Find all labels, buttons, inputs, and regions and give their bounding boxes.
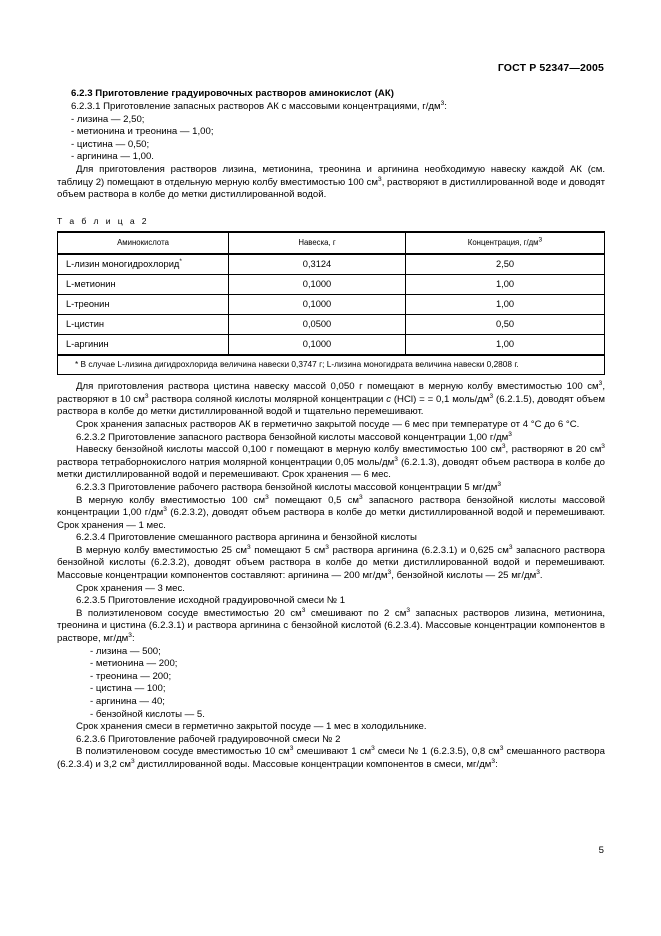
para-text: смешивают по 2 см <box>305 607 407 619</box>
paragraph-6-2-3-4-body <box>57 545 605 583</box>
paragraph-6-2-3-2-body <box>57 444 605 482</box>
list-item: - лизина — 500; <box>90 645 161 657</box>
sup-cube-header: 3 <box>538 236 543 244</box>
para-text: , растворяют в 10 см <box>57 381 605 405</box>
paragraph-6-2-3-6-body <box>57 746 605 771</box>
cell-concentration: 1,00 <box>406 274 605 294</box>
cell-weight: 0,3124 <box>229 254 406 275</box>
table-row <box>58 254 605 275</box>
table-footnote-text: * В случае L-лизина дигидрохлорида величина навески 0,3747 г; L-лизина моногидрата величина навески 0,2808 г. <box>75 358 519 369</box>
cell-concentration: 1,00 <box>406 334 605 355</box>
list-mixture-concentrations <box>57 646 605 722</box>
paragraph-storage-ak: Срок хранения запасных растворов АК в герметично закрытой посуде — 6 мес при температуре от 4 °С до 6 °С. <box>76 418 580 430</box>
para-text: В полиэтиленовом сосуде вместимостью 20 см <box>76 607 302 619</box>
clause-title-text: 6.2.3.2 Приготовление запасного раствора бензойной кислоты массовой концентрации 1,00 г/дм <box>76 431 509 443</box>
sup-cube: 3 <box>489 392 494 400</box>
cell-concentration: 1,00 <box>406 294 605 314</box>
para-text: : <box>495 758 498 770</box>
para-text: (HCl) = = 0,1 моль/дм <box>391 393 490 405</box>
table-row <box>58 294 605 314</box>
footnote-marker: * <box>179 258 182 266</box>
sup-cube: 3 <box>128 631 132 639</box>
cell-weight: 0,1000 <box>229 294 406 314</box>
table-header-row <box>58 232 605 254</box>
sup-cube: 3 <box>536 568 540 576</box>
list-item: - бензойной кислоты — 5. <box>90 708 205 720</box>
para-text: запасного раствора бензойной кислоты (6.2.3.2), доводят объем раствора в колбе до метки дистиллированной водой и перемешивают. Массовые концентрации компонентов составляют: аргинина — 200 мг/дм <box>57 544 605 582</box>
para-text: помещают 5 см <box>250 544 326 556</box>
para-text: , бензойной кислоты — 25 мг/дм <box>391 570 537 582</box>
page-number: 5 <box>598 845 604 856</box>
paragraph-preparation-solutions <box>57 164 605 202</box>
cell-concentration: 2,50 <box>406 254 605 275</box>
page-content <box>57 88 605 772</box>
para-text: раствора соляной кислоты молярной концентрации <box>148 393 387 405</box>
clause-6-2-3-1-text: 6.2.3.1 Приготовление запасных растворов АК с массовыми концентрациями, г/дм <box>71 101 441 112</box>
sup-cube: 3 <box>406 606 410 614</box>
paragraph-6-2-3-4-storage: Срок хранения — 3 мес. <box>76 582 185 594</box>
table-row <box>58 334 605 355</box>
sup-cube: 3 <box>387 568 392 576</box>
para-text: запасных растворов лизина, метионина, треонина и цистина (6.2.3.1) и раствора аргинина с бензойной кислотой (6.2.3.4). Массовые концентрации компонентов в растворе, мг/дм <box>57 607 605 645</box>
list-item: - метионина и треонина — 1,00; <box>71 126 214 138</box>
cell-weight: 0,1000 <box>229 274 406 294</box>
list-item: - треонина — 200; <box>90 670 172 682</box>
table-body <box>58 254 605 355</box>
list-item: - лизина — 2,50; <box>71 113 145 125</box>
para-text: В мерную колбу вместимостью 100 см <box>76 494 266 506</box>
table-row <box>58 274 605 294</box>
paragraph-6-2-3-5-body <box>57 608 605 646</box>
column-header-concentration-text: Концентрация, г/дм <box>467 238 539 248</box>
clause-6-2-3-6-title: 6.2.3.6 Приготовление рабочей градуировочной смеси № 2 <box>76 733 341 745</box>
clause-6-2-3-1-intro <box>71 101 605 114</box>
para-text: Для приготовления раствора цистина навеску массой 0,050 г помещают в мерную колбу вместимостью 100 см <box>76 381 599 393</box>
para-text: В мерную колбу вместимостью 25 см <box>76 544 247 556</box>
table-footer <box>58 355 605 375</box>
sup-cube: 3 <box>508 543 513 551</box>
paragraph-text: Для приготовления растворов лизина, метионина, треонина и аргинина необходимую навеску каждой АК (см. таблицу 2) помещают в отдельную мерную колбу вместимостью 100 см <box>57 163 605 188</box>
table-caption: Т а б л и ц а 2 <box>57 215 149 226</box>
para-text: смеси № 1 (6.2.3.5), 0,8 см <box>374 746 500 758</box>
para-text: запасного раствора бензойной кислоты массовой концентрации 1,00 г/дм <box>57 494 605 519</box>
sup-cube: 3 <box>301 606 306 614</box>
para-text: помещают 0,5 см <box>268 494 360 506</box>
symbol-c-italic: с <box>386 393 392 405</box>
clause-6-2-3-3-title <box>57 482 605 495</box>
clause-title-text: 6.2.3.3 Приготовление рабочего раствора бензойной кислоты массовой концентрации 5 мг/дм <box>76 481 498 493</box>
table-footnote-row <box>58 355 605 375</box>
standard-header: ГОСТ Р 52347—2005 <box>497 62 604 74</box>
paragraph-6-2-3-5-storage: Срок хранения смеси в герметично закрытой посуде — 1 мес в холодильнике. <box>76 721 427 733</box>
sup-cube: 3 <box>163 505 167 513</box>
column-header-concentration <box>406 232 605 254</box>
table-header <box>58 232 605 254</box>
para-text: : <box>131 633 135 645</box>
sup-cube: 3 <box>394 455 398 463</box>
sup-cube: 3 <box>371 745 375 753</box>
clause-6-2-3-5-title: 6.2.3.5 Приготовление исходной градуировочной смеси № 1 <box>76 595 346 607</box>
clause-6-2-3-1-tail: : <box>444 101 447 112</box>
sup-cube: 3 <box>144 392 149 400</box>
cell-concentration: 0,50 <box>406 314 605 334</box>
clause-6-2-3-2-title <box>57 432 605 445</box>
sup-cube-2: 3 <box>378 175 382 183</box>
para-text: смешивают 1 см <box>293 746 372 758</box>
sup-cube: 3 <box>601 442 605 450</box>
para-text: раствора тетраборнокислого натрия молярной концентрации 0,05 моль/дм <box>57 456 395 468</box>
para-text: В полиэтиленовом сосуде вместимостью 10 см <box>76 746 290 758</box>
sup-cube: 3 <box>501 442 506 450</box>
cell-amino-acid: L-треонин <box>58 294 229 314</box>
para-text: (6.2.3.2), доводят объем раствора в колбе до метки дистиллированной водой и перемешивают. Срок хранения — 1 мес. <box>57 507 605 531</box>
clause-6-2-3-4-title: 6.2.3.4 Приготовление смешанного раствора аргинина и бензойной кислоты <box>76 532 417 544</box>
list-item: - аргинина — 40; <box>90 696 165 707</box>
list-stock-solutions <box>57 114 605 164</box>
sup-cube-1: 3 <box>440 99 445 107</box>
table-row <box>58 314 605 334</box>
sup-cube: 3 <box>499 745 504 753</box>
amino-acid-table <box>57 231 605 375</box>
para-text: дистиллированной воды. Массовые концентрации компонентов в смеси, мг/дм <box>134 758 492 770</box>
para-text: (6.2.1.3), доводят объем раствора в колбе до метки дистиллированной водой и перемешивают. Срок хранения — 6 мес. <box>57 456 605 481</box>
sup-cube: 3 <box>265 493 269 501</box>
list-item: - цистина — 100; <box>90 683 166 695</box>
list-item: - метионина — 200; <box>90 658 178 670</box>
cell-amino-acid-text: L-лизин моногидрохлорид <box>66 259 180 270</box>
paragraph-cystine <box>57 381 605 419</box>
sup-cube: 3 <box>497 480 502 488</box>
para-text: , растворяют в 20 см <box>505 444 602 456</box>
column-header-weight: Навеска, г <box>229 232 406 254</box>
para-text: Навеску бензойной кислоты массой 0,100 г помещают в мерную колбу вместимостью 100 см <box>76 444 502 456</box>
list-item: - цистина — 0,50; <box>71 138 150 150</box>
sup-cube: 3 <box>598 379 603 387</box>
sup-cube: 3 <box>247 543 251 551</box>
sup-cube: 3 <box>131 757 135 765</box>
sup-cube: 3 <box>325 543 329 551</box>
table-footnote-cell <box>58 355 605 375</box>
para-text: (6.2.1.5), доводят объем раствора в колбе до метки дистиллированной водой и тщательно перемешивают. <box>57 393 605 418</box>
cell-amino-acid: L-метионин <box>58 274 229 294</box>
cell-weight: 0,0500 <box>229 314 406 334</box>
para-text: смешанного раствора (6.2.3.4) и 3,2 см <box>57 746 605 770</box>
sup-cube: 3 <box>289 745 294 753</box>
column-header-amino-acid: Аминокислота <box>58 232 229 254</box>
heading-6-2-3: 6.2.3 Приготовление градуировочных растворов аминокислот (АК) <box>71 88 394 99</box>
para-text: раствора аргинина (6.2.3.1) и 0,625 см <box>328 544 509 556</box>
cell-amino-acid <box>58 254 229 275</box>
cell-amino-acid: L-цистин <box>58 314 229 334</box>
cell-amino-acid: L-аргинин <box>58 334 229 355</box>
sup-cube: 3 <box>491 757 496 765</box>
paragraph-6-2-3-3-body <box>57 495 605 533</box>
paragraph-text-tail: , растворяют в дистиллированной воде и доводят объем раствора в колбе до метки дистиллированной водой. <box>57 176 605 201</box>
list-item: - аргинина — 1,00. <box>71 151 154 163</box>
sup-cube: 3 <box>359 493 363 501</box>
cell-weight: 0,1000 <box>229 334 406 355</box>
sup-cube: 3 <box>508 430 512 438</box>
para-text: . <box>539 570 543 582</box>
